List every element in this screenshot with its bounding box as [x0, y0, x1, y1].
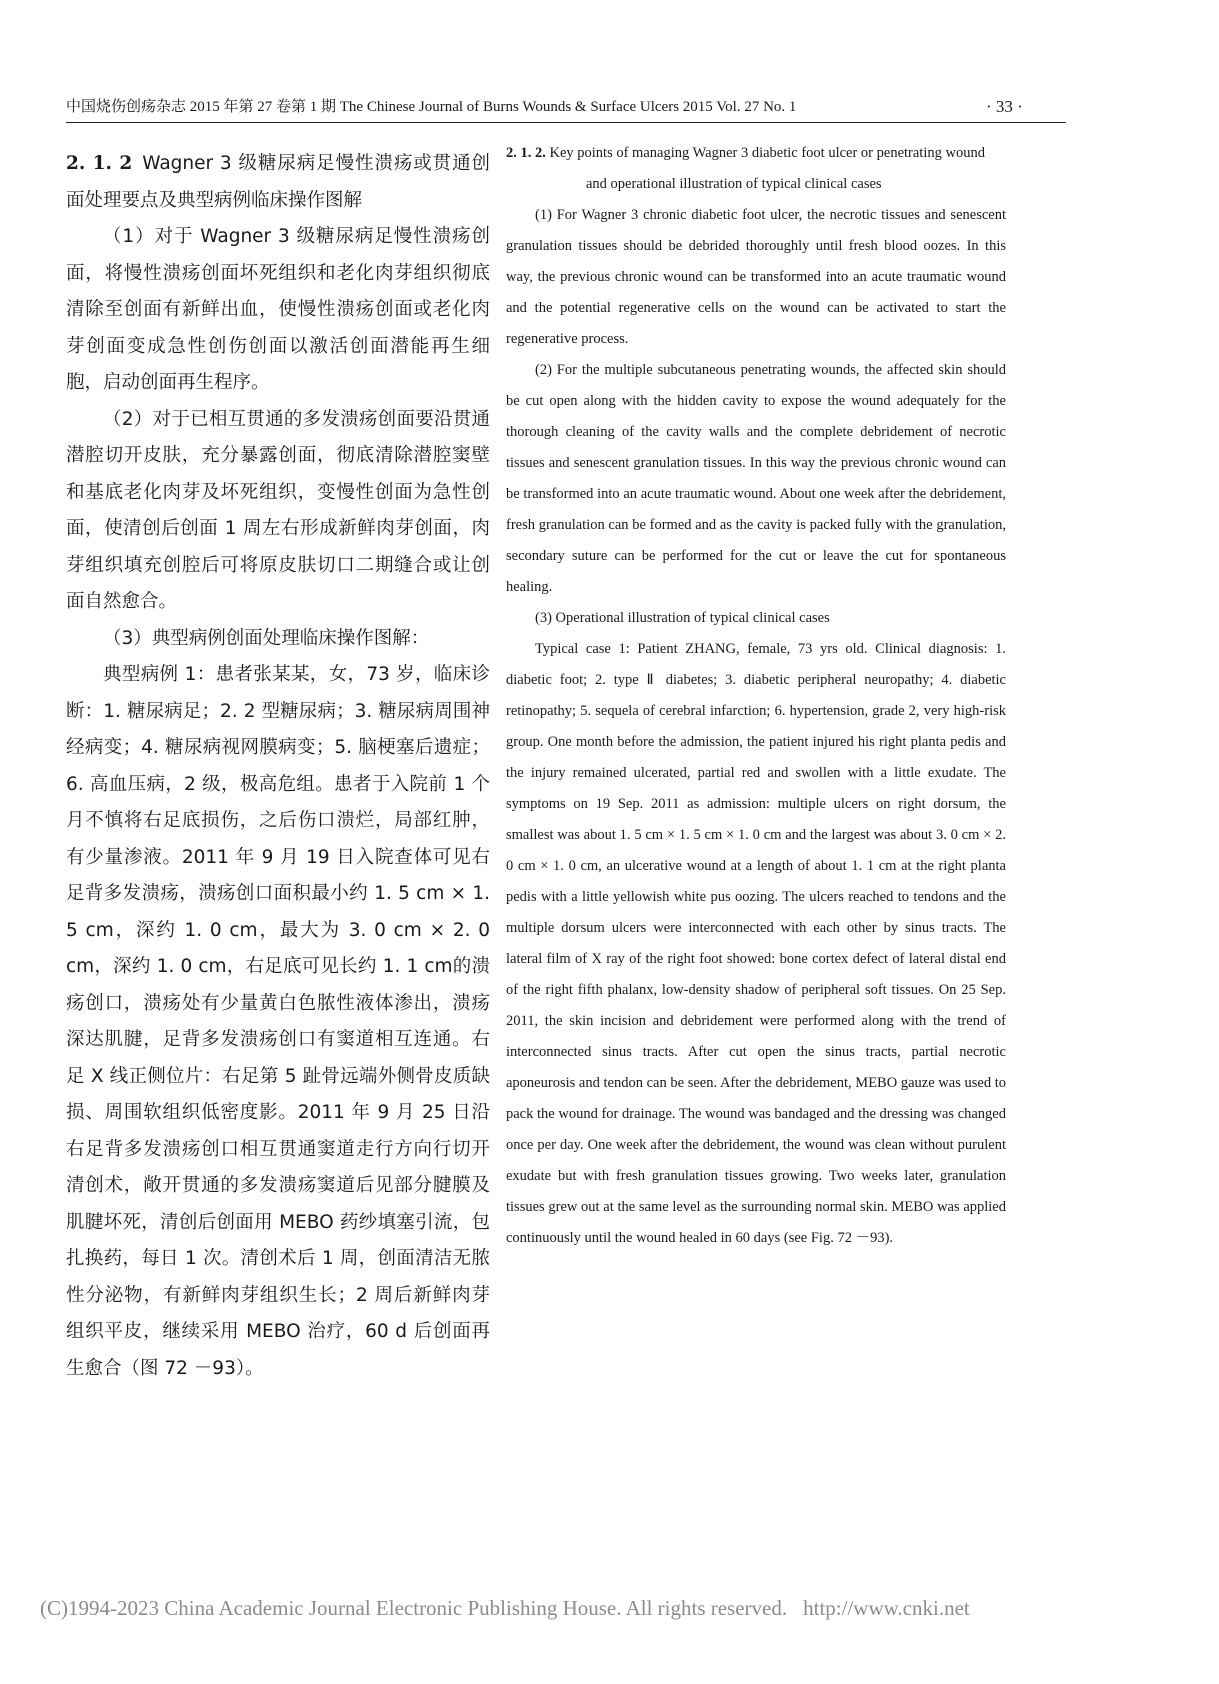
paragraph-zh-3: （3）典型病例创面处理临床操作图解： [103, 627, 430, 649]
paragraph-zh-1: （1）对于 Wagner 3 级糖尿病足慢性溃疡创面，将慢性溃疡创面坏死组织和老化肉芽组织彻底清除至创面有新鲜出血，使慢性溃疡创面或老化肉芽创面变成急性创伤创面以激活创面潜能再生细胞，启动创面再生程序。 [66, 226, 490, 393]
chinese-column [66, 146, 490, 1387]
paragraph-en-3: (3) Operational illustration of typical clinical cases [535, 610, 830, 626]
header-rule [66, 122, 1066, 123]
section-heading-zh [66, 146, 490, 219]
paragraph-zh-4: 典型病例 1：患者张某某，女，73 岁，临床诊断：1. 糖尿病足；2. 2 型糖尿病；3. 糖尿病周围神经病变；4. 糖尿病视网膜病变；5. 脑梗塞后遗症；6. 高血压病，2 级，极高危组。患者于入院前 1 个月不慎将右足底损伤，之后伤口溃烂，局部红肿，有少量渗液。2011 年 9 月 19 日入院查体可见右足背多发溃疡，溃疡创口面积最小约 1. 5 cm × 1. 5 cm，深约 1. 0 cm，最大为 3. 0 cm × 2. 0 cm，深约 1. 0 cm，右足底可见长约 1. 1 cm的溃疡创口，溃疡处有少量黄白色脓性液体渗出，溃疡深达肌腱，足背多发溃疡创口有窦道相互连通。右足 X 线正侧位片：右足第 5 趾骨远端外侧骨皮质缺损、周围软组织低密度影。2011 年 9 月 25 日沿右足背多发溃疡创口相互贯通窦道走行方向行切开清创术，敞开贯通的多发溃疡窦道后见部分腱膜及肌腱坏死，清创后创面用 MEBO 药纱填塞引流，包扎换药，每日 1 次。清创术后 1 周，创面清洁无脓性分泌物，有新鲜肉芽组织生长；2 周后新鲜肉芽组织平皮，继续采用 MEBO 治疗，60 d 后创面再生愈合（图 72 －93）。 [66, 664, 490, 1379]
running-header [66, 94, 1066, 120]
section-heading-en [506, 138, 1006, 200]
english-column [506, 138, 1006, 1254]
page-number: · 33 · [986, 97, 1023, 116]
paragraph-en-1: (1) For Wagner 3 chronic diabetic foot ulcer, the necrotic tissues and senescent granulation tissues should be debrided thoroughly until fresh blood oozes. In this way, the previous chronic wound can be transformed into an acute traumatic wound and the potential regenerative cells on the wound can be activated to start the regenerative process. [506, 207, 1006, 347]
journal-running-title: 中国烧伤创疡杂志 2015 年第 27 卷第 1 期 The Chinese Journal of Burns Wounds & Surface Ulcers 2015 Vol. 27 No. 1 [66, 99, 797, 115]
section-number-zh: 2. 1. 2 [66, 153, 133, 174]
copyright-text: (C)1994-2023 China Academic Journal Electronic Publishing House. All rights reserved. [40, 1596, 788, 1620]
cnki-link[interactable]: http://www.cnki.net [803, 1596, 970, 1620]
paragraph-en-4: Typical case 1: Patient ZHANG, female, 73 yrs old. Clinical diagnosis: 1. diabetic foot; 2. type Ⅱ diabetes; 3. diabetic peripheral neuropathy; 4. diabetic retinopathy; 5. sequela of cerebral infarction; 6. hypertension, grade 2, very high-risk group. One month before the admission, the patient injured his right planta pedis and the injury remained ulcerated, partial red and swollen with a little exudate. The symptoms on 19 Sep. 2011 as admission: multiple ulcers on right dorsum, the smallest was about 1. 5 cm × 1. 5 cm × 1. 0 cm and the largest was about 3. 0 cm × 2. 0 cm × 1. 0 cm, an ulcerative wound at a length of about 1. 1 cm at the right planta pedis with a little yellowish white pus oozing. The ulcers reached to tendons and the multiple dorsum ulcers were interconnected with each other by sinus tracts. The lateral film of X ray of the right foot showed: bone cortex defect of lateral distal end of the right fifth phalanx, low-density shadow of peripheral soft tissues. On 25 Sep. 2011, the skin incision and debridement were performed along with the trend of interconnected sinus tracts. After cut open the sinus tracts, partial necrotic aponeurosis and tendon can be seen. After the debridement, MEBO gauze was used to pack the wound for drainage. The wound was bandaged and the dressing was changed once per day. One week after the debridement, the wound was clean without purulent exudate but with fresh granulation tissues growing. Two weeks later, granulation tissues grew out at the same level as the surrounding normal skin. MEBO was applied continuously until the wound healed in 60 days (see Fig. 72 －93). [506, 641, 1006, 1246]
section-title-en: Key points of managing Wagner 3 diabetic foot ulcer or penetrating wound and operational illustration of typical clinical cases [549, 145, 985, 192]
paragraph-en-2: (2) For the multiple subcutaneous penetrating wounds, the affected skin should be cut open along with the hidden cavity to expose the wound adequately for the thorough cleaning of the cavity walls and the complete debridement of necrotic tissues and senescent granulation tissues. In this way the previous chronic wound can be transformed into an acute traumatic wound. About one week after the debridement, fresh granulation can be formed and as the cavity is packed fully with the granulation, secondary suture can be performed for the cut or leave the cut for spontaneous healing. [506, 362, 1006, 595]
paragraph-zh-2: （2）对于已相互贯通的多发溃疡创面要沿贯通潜腔切开皮肤，充分暴露创面，彻底清除潜腔窦壁和基底老化肉芽及坏死组织，变慢性创面为急性创面，使清创后创面 1 周左右形成新鲜肉芽创面，肉芽组织填充创腔后可将原皮肤切口二期缝合或让创面自然愈合。 [66, 408, 490, 612]
copyright-footer [40, 1596, 1190, 1621]
section-title-zh: Wagner 3 级糖尿病足慢性溃疡或贯通创面处理要点及典型病例临床操作图解 [66, 153, 490, 211]
section-number-en: 2. 1. 2. [506, 145, 546, 161]
